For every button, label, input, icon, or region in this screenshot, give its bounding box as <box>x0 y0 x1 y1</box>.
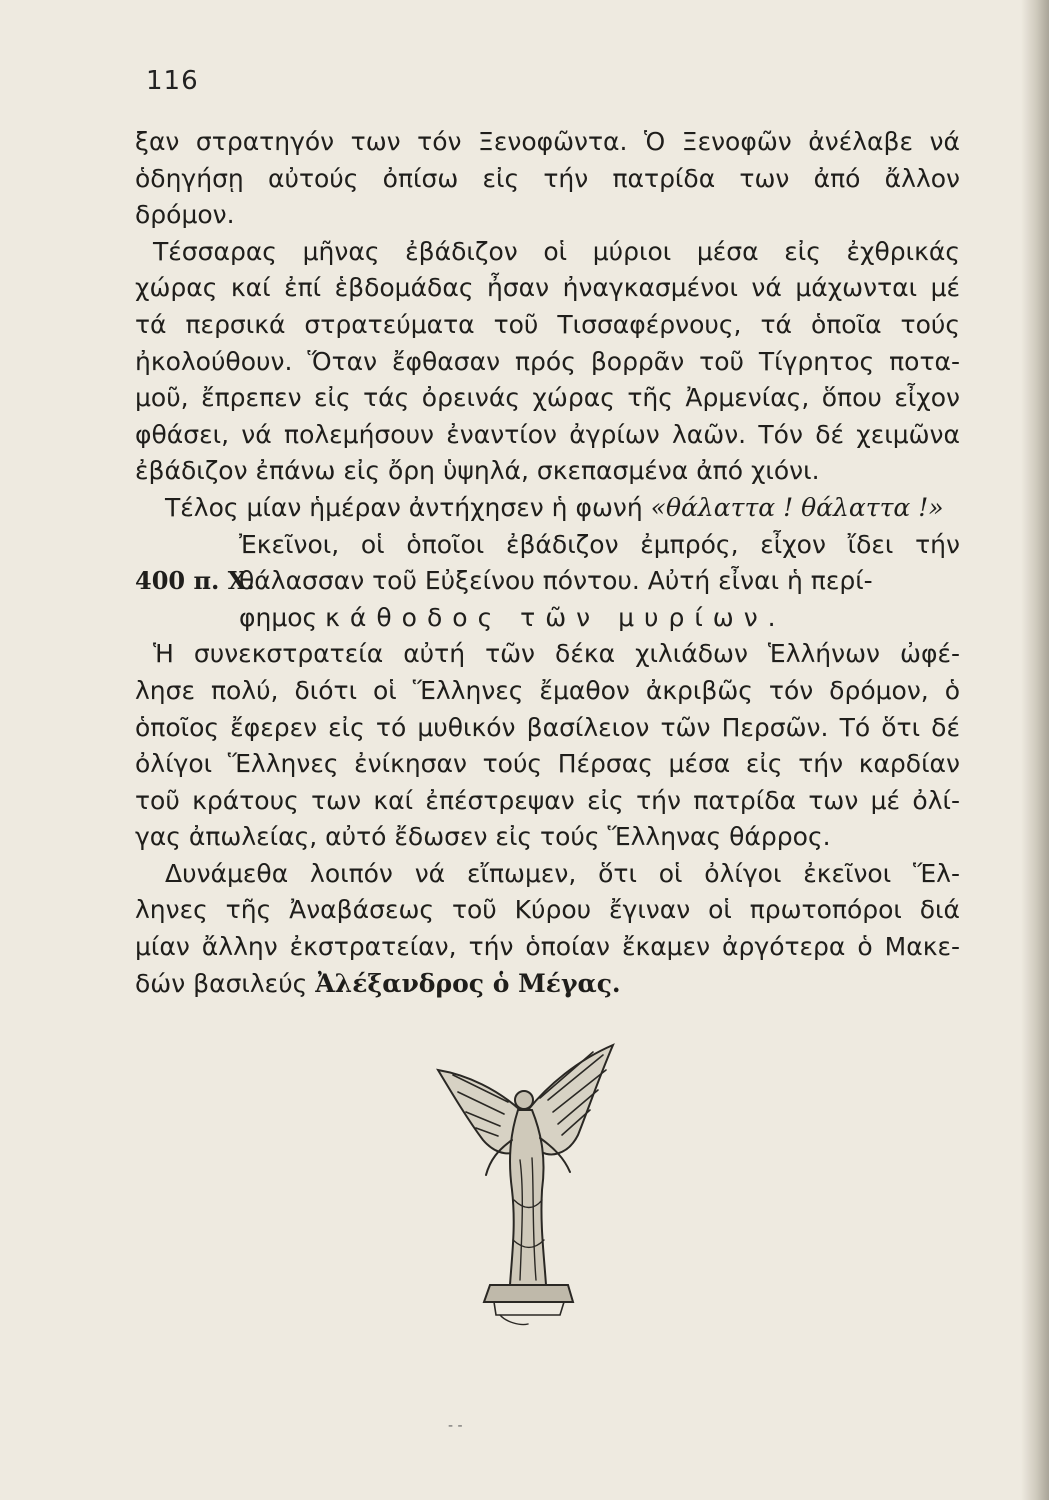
text-line: δρόμον. <box>135 200 235 230</box>
text-line: γας ἀπωλείας, αὐτό ἔδωσεν εἰς τούς Ἕλληνας θάρρος. <box>135 822 831 852</box>
text-line: ὁδηγήσῃ αὐτούς ὀπίσω εἰς τήν πατρίδα των ἀπό ἄλλον <box>135 163 960 193</box>
text-line-part: θάλασσαν τοῦ Εὐξείνου πόντου. Αὐτή εἶναι ἡ περί- <box>239 566 873 596</box>
quote-thalatta: «θάλαττα ! θάλαττα !» <box>650 492 944 522</box>
text-line-quote <box>135 490 960 527</box>
spaced-emphasis: κάθοδος τῶν μυρίων. <box>325 602 786 632</box>
text-line: ληνες τῆς Ἀναβάσεως τοῦ Κύρου ἔγιναν οἱ πρωτοπόροι διά <box>135 895 960 925</box>
text-line-part: Τέλος μίαν ἡμέραν ἀντήχησεν ἡ φωνή <box>165 492 643 522</box>
text-line: ὀλίγοι Ἕλληνες ἐνίκησαν τούς Πέρσας μέσα εἰς τήν καρδίαν <box>135 749 960 779</box>
text-line: τοῦ κράτους των καί ἐπέστρεψαν εἰς τήν πατρίδα των μέ ὀλί- <box>135 785 960 815</box>
text-line: ξαν στρατηγόν των τόν Ξενοφῶντα. Ὁ Ξενοφῶν ἀνέλαβε νά <box>135 127 960 156</box>
text-line-part: δών βασιλεύς <box>135 968 308 998</box>
text-line: ὁποῖος ἔφερεν εἰς τό μυθικόν βασίλειον τῶν Περσῶν. Τό ὅτι δέ <box>135 712 960 742</box>
text-line: χώρας καί ἐπί ἑβδομάδας ἦσαν ἠναγκασμένοι νά μάχωνται μέ <box>135 273 960 303</box>
page-number: 116 <box>146 66 199 96</box>
text-line: ἐβάδιζον ἐπάνω εἰς ὄρη ὑψηλά, σκεπασμένα ἀπό χιόνι. <box>135 456 820 486</box>
text-line: μοῦ, ἔπρεπεν εἰς τάς ὀρεινάς χώρας τῆς Ἀρμενίας, ὅπου εἶχον <box>135 383 960 413</box>
text-line-last <box>135 966 960 1003</box>
text-line-with-date <box>135 563 960 600</box>
margin-date: 400 π. Χ. <box>135 566 255 596</box>
dash-mark: - - <box>448 1418 463 1434</box>
text-line: φθάσει, νά πολεμήσουν ἐναντίον ἀγρίων λαῶν. Τόν δέ χειμῶνα <box>135 419 960 449</box>
text-line: Ἐκεῖνοι, οἱ ὁποῖοι ἐβάδιζον ἐμπρός, εἶχον ἴδει τήν <box>239 529 960 559</box>
text-line-part: φημος <box>239 602 318 632</box>
text-line: Ἡ συνεκστρατεία αὐτή τῶν δέκα χιλιάδων Ἑλλήνων ὠφέ- <box>153 639 960 669</box>
text-line: ἠκολούθουν. Ὅταν ἔφθασαν πρός βορρᾶν τοῦ Τίγρητος ποτα- <box>135 346 960 376</box>
text-line: Δυνάμεθα λοιπόν νά εἴπωμεν, ὅτι οἱ ὀλίγοι ἐκεῖνοι Ἕλ- <box>165 858 960 888</box>
alexander-name: Ἀλέξανδρος ὁ Μέγας. <box>315 968 621 998</box>
body-text <box>135 124 960 1002</box>
text-line: μίαν ἄλλην ἐκστρατείαν, τήν ὁποίαν ἔκαμεν ἀργότερα ὁ Μακε- <box>135 932 960 962</box>
text-line-spaced <box>135 600 960 637</box>
text-line: λησε πολύ, διότι οἱ Ἕλληνες ἔμαθον ἀκριβῶς τόν δρόμον, ὁ <box>135 675 960 705</box>
winged-victory-illustration <box>428 1040 628 1340</box>
text-line: τά περσικά στρατεύματα τοῦ Τισσαφέρνους, τά ὁποῖα τούς <box>135 309 960 339</box>
text-line: Τέσσαρας μῆνας ἐβάδιζον οἱ μύριοι μέσα εἰς ἐχθρικάς <box>153 236 960 266</box>
page-edge-shadow <box>1021 0 1049 1500</box>
